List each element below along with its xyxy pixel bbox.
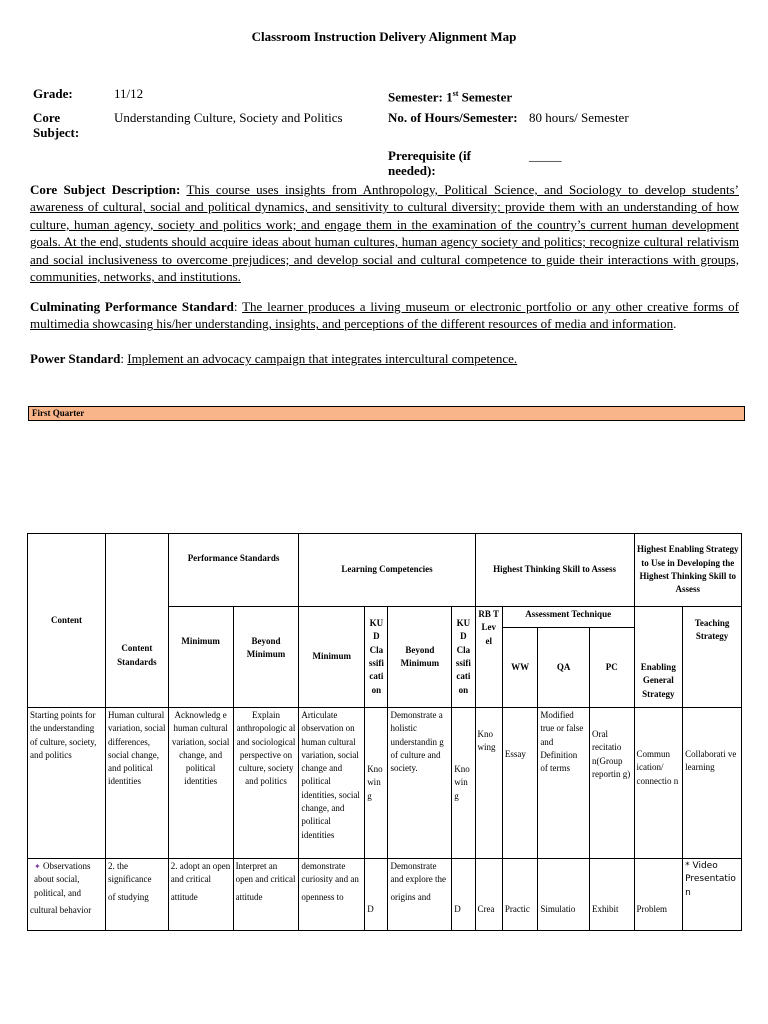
cell-qa: Modified true or false and Definition of terms: [538, 708, 590, 859]
header-learning-competencies: Learning Competencies: [299, 534, 475, 607]
culminating-text: The learner produces a living museum or electronic portfolio or any other creative forms of multimedia showcasing his/her understanding, insights, and perceptions of the different resources of media and information: [30, 299, 740, 332]
prerequisite-value: _____: [529, 148, 562, 163]
prerequisite-label: Prerequisite (if needed):: [388, 148, 471, 178]
header-rbt: RB T Lev el: [475, 607, 502, 708]
cell-teaching: Collaborati ve learning: [683, 708, 742, 859]
header-performance-standards: Performance Standards: [168, 534, 299, 607]
cell-kud-1: Kno win g: [365, 708, 388, 859]
header-lc-minimum: Minimum: [299, 607, 365, 708]
header-teaching-strategy: Teaching Strategy: [683, 607, 742, 708]
cell-ps-minimum: 2. adopt an open and critical attitude: [168, 859, 233, 931]
cell-ww: Practic: [502, 859, 537, 931]
power-text: Implement an advocacy campaign that integrates intercultural competence.: [127, 351, 518, 366]
culminating-label: Culminating Performance Standard: [30, 299, 234, 314]
grade-value: 11/12: [114, 86, 144, 101]
core-subject-label: Core Subject:: [33, 110, 80, 140]
header-qa: QA: [538, 628, 590, 708]
header-kud-1: KU D Cla ssifi cati on: [365, 607, 388, 708]
table-row: [28, 708, 742, 859]
cell-rbt: Kno wing: [475, 708, 502, 859]
header-enabling-general: Enabling General Strategy: [634, 607, 683, 708]
cell-lc-beyond: Demonstrate a holistic understandin g of culture and society.: [388, 708, 452, 859]
page-title: Classroom Instruction Delivery Alignment Map: [251, 29, 517, 44]
cell-content-standards: 2. the significance of studying: [105, 859, 168, 931]
hours-value: 80 hours/ Semester: [529, 110, 629, 125]
header-lc-beyond: Beyond Minimum: [388, 607, 452, 708]
header-kud-2: KU D Cla ssifi cati on: [452, 607, 475, 708]
description-text: This course uses insights from Anthropology, Political Science, and Sociology to develop students’ awareness of cultural, social and political dynamics, and sensitivity to cultural diversity; provide them with an understanding of how culture, human agency, society and politics work; and engage them in the examination of the country’s current human development goals. At the end, students should acquire ideas about human cultures, human agency society and politics; recognize cultural relativism and social inclusiveness to overcome prejudices; and develop social and cultural competence to guide their interactions with groups, communities, networks, and institutions.: [30, 182, 739, 285]
grade-label: Grade:: [33, 86, 73, 101]
hours-label: No. of Hours/Semester:: [388, 110, 518, 125]
cell-enabling: Commun ication/ connectio n: [634, 708, 683, 859]
bullet-icon: ✦: [34, 862, 41, 871]
header-assessment-technique: Assessment Technique: [502, 607, 634, 628]
cell-ps-beyond: Interpret an open and critical attitude: [233, 859, 299, 931]
cell-enabling: Problem: [634, 859, 683, 931]
cell-qa: Simulatio: [538, 859, 590, 931]
cell-pc: Oral recitatio n(Group reportin g): [589, 708, 634, 859]
cell-ps-beyond: Explain anthropologic al and sociological perspective on culture, society and politics: [233, 708, 299, 859]
header-ps-minimum: Minimum: [168, 607, 233, 708]
header-highest-thinking: Highest Thinking Skill to Assess: [475, 534, 634, 607]
cell-lc-minimum: demonstrate curiosity and an openness to: [299, 859, 365, 931]
power-label: Power Standard: [30, 351, 121, 366]
cell-kud-1: D: [365, 859, 388, 931]
quarter-banner: First Quarter: [28, 406, 745, 421]
semester-label: Semester: 1st Semester: [388, 89, 513, 105]
power-standard: Power Standard: Implement an advocacy campaign that integrates intercultural competence.: [30, 351, 518, 366]
header-highest-enabling: Highest Enabling Strategy to Use in Developing the Highest Thinking Skill to Assess: [634, 534, 741, 607]
header-content-standards: Content Standards: [105, 534, 168, 708]
core-subject-value: Understanding Culture, Society and Politics: [114, 110, 343, 125]
cell-kud-2: D: [452, 859, 475, 931]
header-content: Content: [28, 534, 106, 708]
cell-content: Starting points for the understanding of culture, society, and politics: [28, 708, 106, 859]
culminating-standard: Culminating Performance Standard: The learner produces a living museum or electronic portfolio or any other creative forms of multimedia showcasing his/her understanding, insights, and perceptions of the different resources of media and information.: [30, 299, 740, 332]
cell-ww: Essay: [502, 708, 537, 859]
cell-lc-beyond: Demonstrate and explore the origins and: [388, 859, 452, 931]
table-row: [28, 859, 742, 931]
cell-content: ✦ Observations about social, political, and cultural behavior: [28, 859, 106, 931]
cell-teaching: * Video Presentatio n: [683, 859, 742, 931]
cell-ps-minimum: Acknowledg e human cultural variation, social change, and political identities: [168, 708, 233, 859]
alignment-map-table: [27, 533, 742, 931]
core-subject-description: [30, 181, 739, 285]
cell-lc-minimum: Articulate observation on human cultural variation, social change and political identities, social change, and political identities: [299, 708, 365, 859]
header-pc: PC: [589, 628, 634, 708]
header-ww: WW: [502, 628, 537, 708]
description-label: Core Subject Description:: [30, 182, 181, 197]
cell-rbt: Crea: [475, 859, 502, 931]
header-ps-beyond: Beyond Minimum: [233, 607, 299, 708]
cell-content-standards: Human cultural variation, social differences, social change, and political identities: [105, 708, 168, 859]
cell-pc: Exhibit: [589, 859, 634, 931]
cell-kud-2: Kno win g: [452, 708, 475, 859]
